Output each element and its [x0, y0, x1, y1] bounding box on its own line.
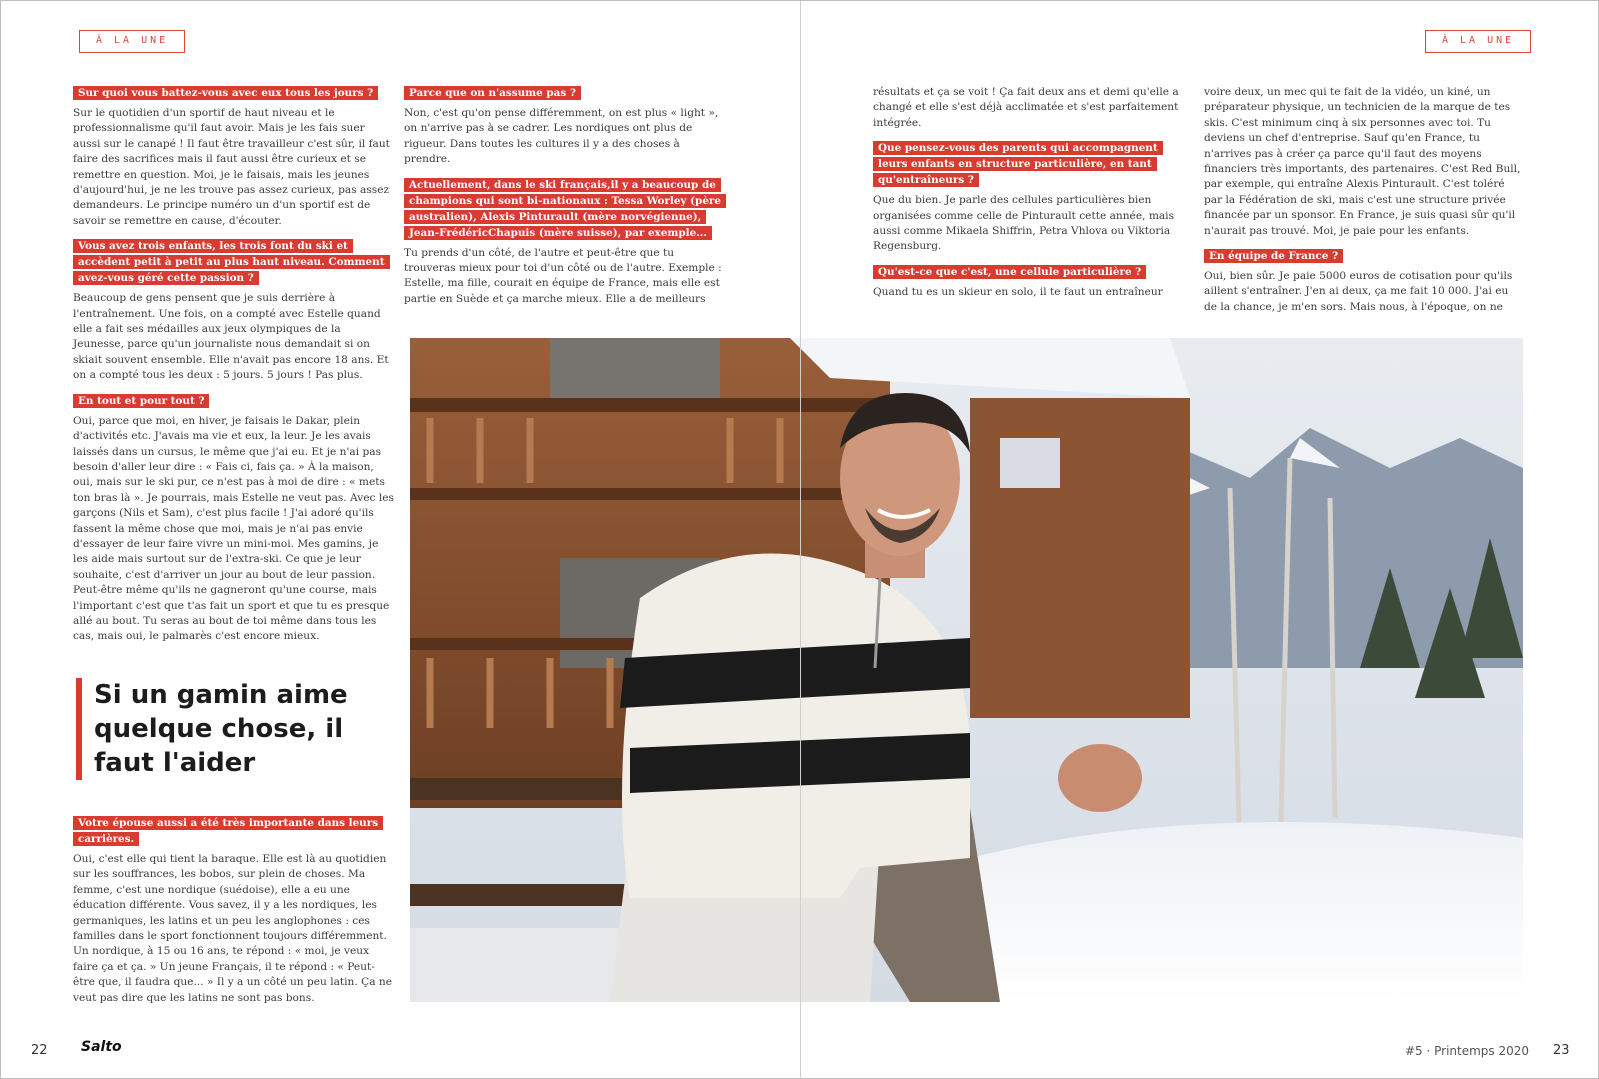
question-heading: Vous avez trois enfants, les trois font du ski et accèdent petit à petit au plus haut niveau. Comment avez-vous géré cette passion ? — [73, 238, 395, 286]
portrait-photo — [410, 338, 1523, 1002]
column-1-bottom — [73, 815, 395, 1015]
answer-paragraph: Beaucoup de gens pensent que je suis derrière à l'entraînement. Une fois, on a compté avec Estelle quand elle a fait ses médailles aux jeux olympiques de la Jeunesse, parce qu'un journaliste nous demandait si on skiait souvent ensemble. Elle n'avait pas encore 18 ans. Et on a compté tous les deux : 5 jours. 5 jours ! Pas plus. — [73, 292, 389, 382]
issue-label: #5 · Printemps 2020 — [1405, 1044, 1530, 1058]
question-heading: Actuellement, dans le ski français,il y a beaucoup de champions qui sont bi-nationaux : Tessa Worley (père australien), Alexis Pinturault (mère norvégienne), Jean-FrédéricChapuis (mère suisse), par exemple... — [404, 177, 724, 241]
question-heading: En tout et pour tout ? — [73, 393, 395, 409]
question-heading: En équipe de France ? — [1204, 248, 1524, 264]
answer-paragraph: Sur le quotidien d'un sportif de haut niveau et le professionnalisme qu'il faut avoir. Mais je les fais suer aussi sur le canapé ! Il faut être travailleur c'est sûr, il faut faire des sacrifices mais il faut aussi être curieux et se remettre en question. Moi, je le faisais, mais les jeunes d'aujourd'hui, je ne les trouve pas assez curieux, pas assez demandeurs. Le principe numéro un d'un sportif est de savoir se remettre en cause, d'écouter. — [73, 107, 390, 227]
section-tag-right: À LA UNE — [1425, 30, 1531, 53]
answer-paragraph: Tu prends d'un côté, de l'autre et peut-être que tu trouveras mieux pour toi d'un côté ou de l'autre. Exemple : Estelle, ma fille, courait en équipe de France, mais elle est partie en Suède et ça marche mieux. Elle a de meilleurs — [404, 246, 722, 305]
column-2 — [404, 85, 724, 316]
page-gutter — [800, 1, 801, 1079]
page-number-left: 22 — [31, 1043, 48, 1058]
question-heading: Que pensez-vous des parents qui accompagnent leurs enfants en structure particulière, en tant qu'entraîneurs ? — [873, 140, 1189, 188]
column-1 — [73, 85, 395, 654]
question-heading: Sur quoi vous battez-vous avec eux tous les jours ? — [73, 85, 395, 101]
answer-paragraph: Oui, parce que moi, en hiver, je faisais le Dakar, plein d'activités etc. J'avais ma vie et eux, la leur. Je les avais laissés dans un cursus, le même que j'ai eu. Et je n'ai pas besoin d'aller leur dire : « Fais ci, fais ça. » À la maison, oui, mais sur le ski pur, ce n'est pas à moi de dire : « mets ton bras là ». Je pourrais, mais Estelle ne veut pas. Avec les garçons (Nils et Sam), c'est plus facile ! J'ai adoré qu'ils fassent la même chose que moi, mais je n'ai pas envie d'essayer de leur faire vivre un mini-moi. Mes gamins, je les aide mais surtout sur de l'extra-ski. Ce que je leur souhaite, c'est d'arriver un jour au bout de leur passion. Peut-être même qu'ils ne gagneront qu'une course, mais l'important c'est que t'as fait un sport et que tu es presque allé au bout. Tu seras au bout de toi même dans tous les cas, mais oui, le palmarès c'est encore mieux. — [73, 414, 394, 643]
section-tag-left: À LA UNE — [79, 30, 185, 53]
pull-quote: Si un gamin aime quelque chose, il faut l'aider — [76, 678, 396, 780]
answer-paragraph: Non, c'est qu'on pense différemment, on est plus « light », on n'arrive pas à se cadrer. Les nordiques ont plus de rigueur. Dans toutes les cultures il y a des choses à prendre. — [404, 107, 719, 166]
question-heading: Parce que on n'assume pas ? — [404, 85, 724, 101]
answer-paragraph: Que du bien. Je parle des cellules particulières bien organisées comme celle de Pinturault cette année, mais aussi comme Mikaela Shiffrin, Petra Vhlova ou Viktoria Regensburg. — [873, 194, 1175, 253]
answer-paragraph: Oui, bien sûr. Je paie 5000 euros de cotisation pour qu'ils aillent s'entraîner. J'en ai deux, ça me fait 10 000. J'ai eu de la chance, je m'en sors. Mais nous, à l'époque, on ne — [1204, 270, 1513, 313]
question-heading: Qu'est-ce que c'est, une cellule particulière ? — [873, 264, 1189, 280]
page-number-right: 23 — [1553, 1043, 1570, 1058]
answer-paragraph: Quand tu es un skieur en solo, il te faut un entraîneur — [873, 285, 1163, 298]
answer-paragraph: résultats et ça se voit ! Ça fait deux ans et demi qu'elle a changé et elle s'est déjà acclimatée et s'est parfaitement intégrée. — [873, 86, 1179, 129]
column-3 — [873, 85, 1189, 309]
brand-logo: Salto — [81, 1039, 122, 1055]
answer-paragraph: voire deux, un mec qui te fait de la vidéo, un kiné, un préparateur physique, un technicien de la marque de tes skis. C'est minimum cinq à six personnes avec toi. Tu deviens un chef d'entreprise. Sauf qu'en France, tu n'arrives pas à créer ça parce qu'il faut des moyens financiers très importants, des partenaires. C'est Red Bull, par exemple, qui entraîne Alexis Pinturault. C'est toléré par la Fédération de ski, mais c'est une structure privée financée par un sponsor. En France, je suis quasi sûr qu'il n'aurait pas trouvé. Moi, je paie pour les enfants. — [1204, 86, 1521, 237]
photo-illustration — [410, 338, 1523, 1002]
question-heading: Votre épouse aussi a été très importante dans leurs carrières. — [73, 815, 395, 847]
answer-paragraph: Oui, c'est elle qui tient la baraque. Elle est là au quotidien sur les souffrances, les bobos, sur plein de choses. Ma femme, c'est une nordique (suédoise), elle a eu une éducation différente. Vous savez, il y a les nordiques, les germaniques, les latins et un peu les anglophones : ces familles dans le sport fonctionnent toujours différemment. Un nordique, à 15 ou 16 ans, te répond : « moi, je veux faire ça et ça. » Un jeune Français, il te répond : « Peut-être que, il faudra que... » Il y a un côté un peu latin. Ça ne veut pas dire que les latins ne sont pas bons. — [73, 853, 392, 1004]
column-4 — [1204, 85, 1524, 324]
